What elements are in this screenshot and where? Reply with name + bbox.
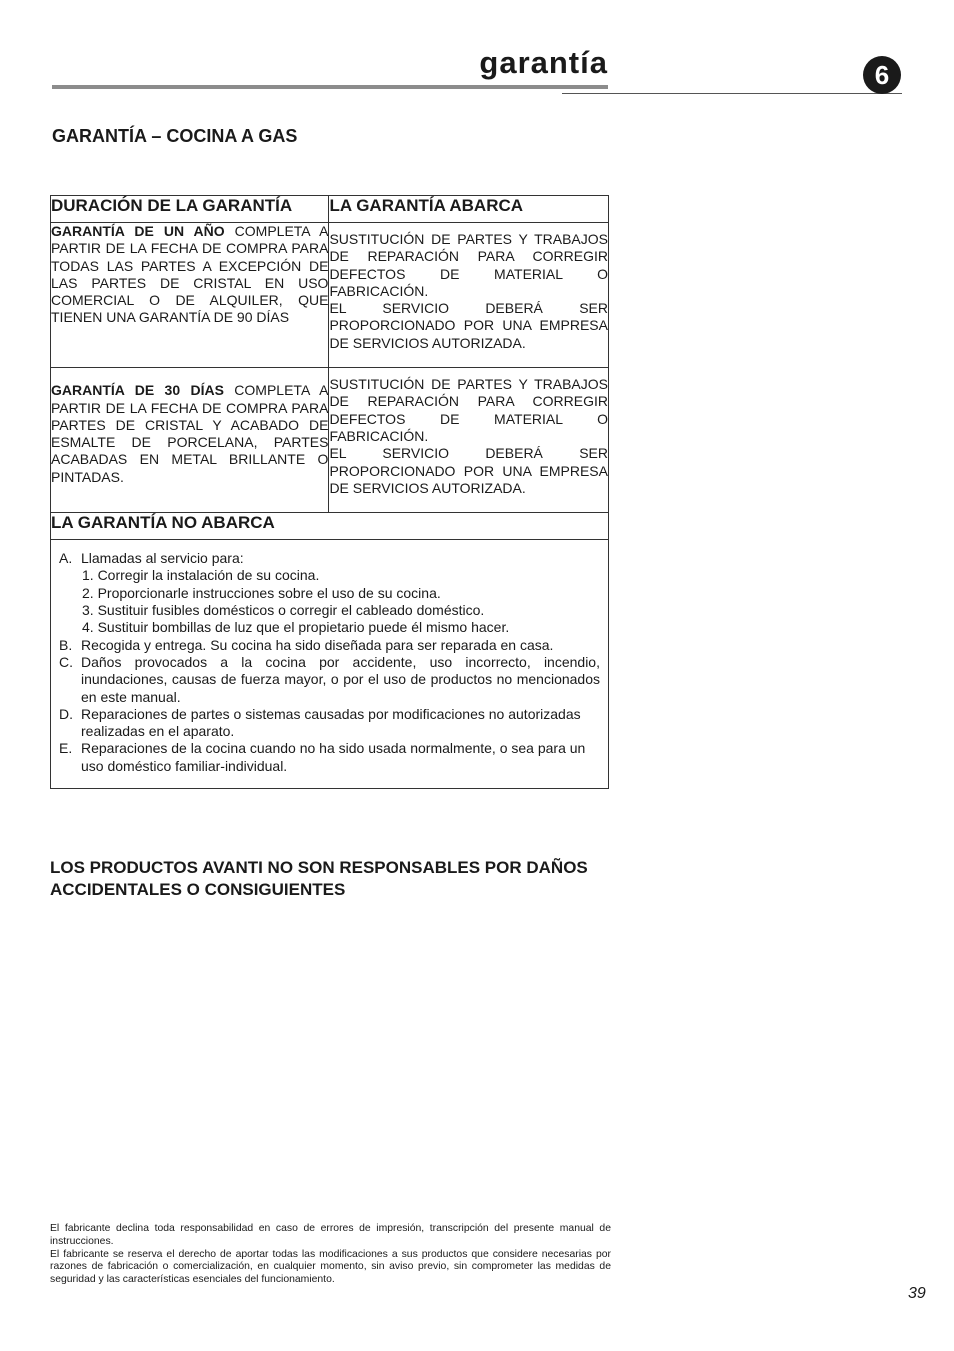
- coverage-cell: [329, 368, 609, 513]
- table-row: [51, 223, 609, 368]
- list-letter: D.: [59, 705, 73, 722]
- duration-label: GARANTÍA DE UN AÑO: [51, 223, 225, 239]
- list-text: Daños provocados a la cocina por accidente, uso incorrecto, incendio, inundaciones, causas de fuerza mayor, o por el uso de productos no mencionados en este manual.: [81, 653, 600, 705]
- title-rule: [52, 85, 608, 89]
- warranty-table: [50, 195, 609, 789]
- list-item: [59, 550, 600, 567]
- sub-item: 1. Corregir la instalación de su cocina.: [82, 567, 320, 584]
- service-text: EL SERVICIO DEBERÁ SER PROPORCIONADO POR UNA EMPRESA DE SERVICIOS AUTORIZADA.: [329, 300, 608, 351]
- list-text: Reparaciones de la cocina cuando no ha sido usada normalmente, o sea para un uso doméstico familiar-individual.: [81, 740, 586, 774]
- service-text: EL SERVICIO DEBERÁ SER PROPORCIONADO POR UNA EMPRESA DE SERVICIOS AUTORIZADA.: [329, 445, 608, 496]
- sub-item: 2. Proporcionarle instrucciones sobre el uso de su cocina.: [82, 584, 441, 601]
- document-heading: GARANTÍA – COCINA A GAS: [52, 126, 298, 146]
- page-number: 39: [908, 1285, 926, 1302]
- exclusions-cell: [51, 540, 609, 789]
- list-item: [59, 637, 600, 654]
- disclaimer-text: El fabricante declina toda responsabilidad en caso de errores de impresión, transcripción del presente manual de instrucciones.: [50, 1223, 611, 1247]
- table-row: [51, 368, 609, 513]
- list-text: Llamadas al servicio para:: [81, 550, 244, 567]
- sub-item: 3. Sustituir fusibles domésticos o corregir el cableado doméstico.: [82, 602, 485, 619]
- table-header-row: [51, 196, 609, 223]
- coverage-text: SUSTITUCIÓN DE PARTES Y TRABAJOS DE REPARACIÓN PARA CORREGIR DEFECTOS DE MATERIAL O FABRICACIÓN.: [329, 231, 608, 299]
- coverage-cell: [329, 223, 609, 368]
- duration-text: COMPLETA A PARTIR DE LA FECHA DE COMPRA PARA PARTES DE CRISTAL Y ACABADO DE ESMALTE DE PORCELANA, PARTES ACABADAS EN METAL BRILLANTE O PINTADAS.: [51, 382, 329, 485]
- header-rule: [562, 93, 902, 94]
- list-letter: B.: [59, 636, 73, 653]
- column-header-duration: DURACIÓN DE LA GARANTÍA: [51, 196, 329, 223]
- coverage-text: SUSTITUCIÓN DE PARTES Y TRABAJOS DE REPARACIÓN PARA CORREGIR DEFECTOS DE MATERIAL O FABRICACIÓN.: [329, 376, 608, 444]
- sub-item: 4. Sustituir bombillas de luz que el propietario puede él mismo hacer.: [82, 619, 510, 636]
- duration-cell: [51, 368, 329, 513]
- list-letter: E.: [59, 740, 73, 757]
- disclaimer: [50, 1223, 611, 1287]
- exclusions-list: [51, 540, 608, 788]
- list-letter: C.: [59, 653, 73, 670]
- list-text: Reparaciones de partes o sistemas causadas por modificaciones no autorizadas realizadas en el aparato.: [81, 705, 581, 740]
- list-text: Recogida y entrega. Su cocina ha sido diseñada para ser reparada en casa.: [81, 636, 554, 653]
- duration-text: COMPLETA A PARTIR DE LA FECHA DE COMPRA PARA TODAS LAS PARTES A EXCEPCIÓN DE LAS PARTES DE CRISTAL EN USO COMERCIAL O DE ALQUILER, QUE TIENEN UNA GARANTÍA DE 90 DÍAS: [51, 223, 329, 326]
- disclaimer-text: El fabricante se reserva el derecho de aportar todas las modificaciones a sus productos que considere necesarias por razones de fabricación o comercialización, en cualquier momento, sin aviso previo, sin comprometer las medidas de seguridad y las características esenciales del funcionamiento.: [50, 1248, 611, 1286]
- liability-line: ACCIDENTALES O CONSIGUIENTES: [50, 880, 346, 899]
- duration-cell: [51, 223, 329, 368]
- section-title: garantía: [479, 45, 608, 80]
- column-header-coverage: LA GARANTÍA ABARCA: [329, 196, 609, 223]
- exclusions-header: LA GARANTÍA NO ABARCA: [51, 513, 609, 540]
- chapter-number-badge: 6: [863, 56, 901, 94]
- list-letter: A.: [59, 550, 73, 567]
- exclusions-header-row: [51, 513, 609, 540]
- liability-statement: [50, 857, 620, 901]
- liability-line: LOS PRODUCTOS AVANTI NO SON RESPONSABLES POR DAÑOS: [50, 858, 588, 877]
- list-item: [59, 740, 600, 775]
- duration-label: GARANTÍA DE 30 DÍAS: [51, 382, 224, 399]
- exclusions-row: [51, 540, 609, 789]
- list-item: [59, 706, 600, 741]
- list-item: [59, 654, 600, 706]
